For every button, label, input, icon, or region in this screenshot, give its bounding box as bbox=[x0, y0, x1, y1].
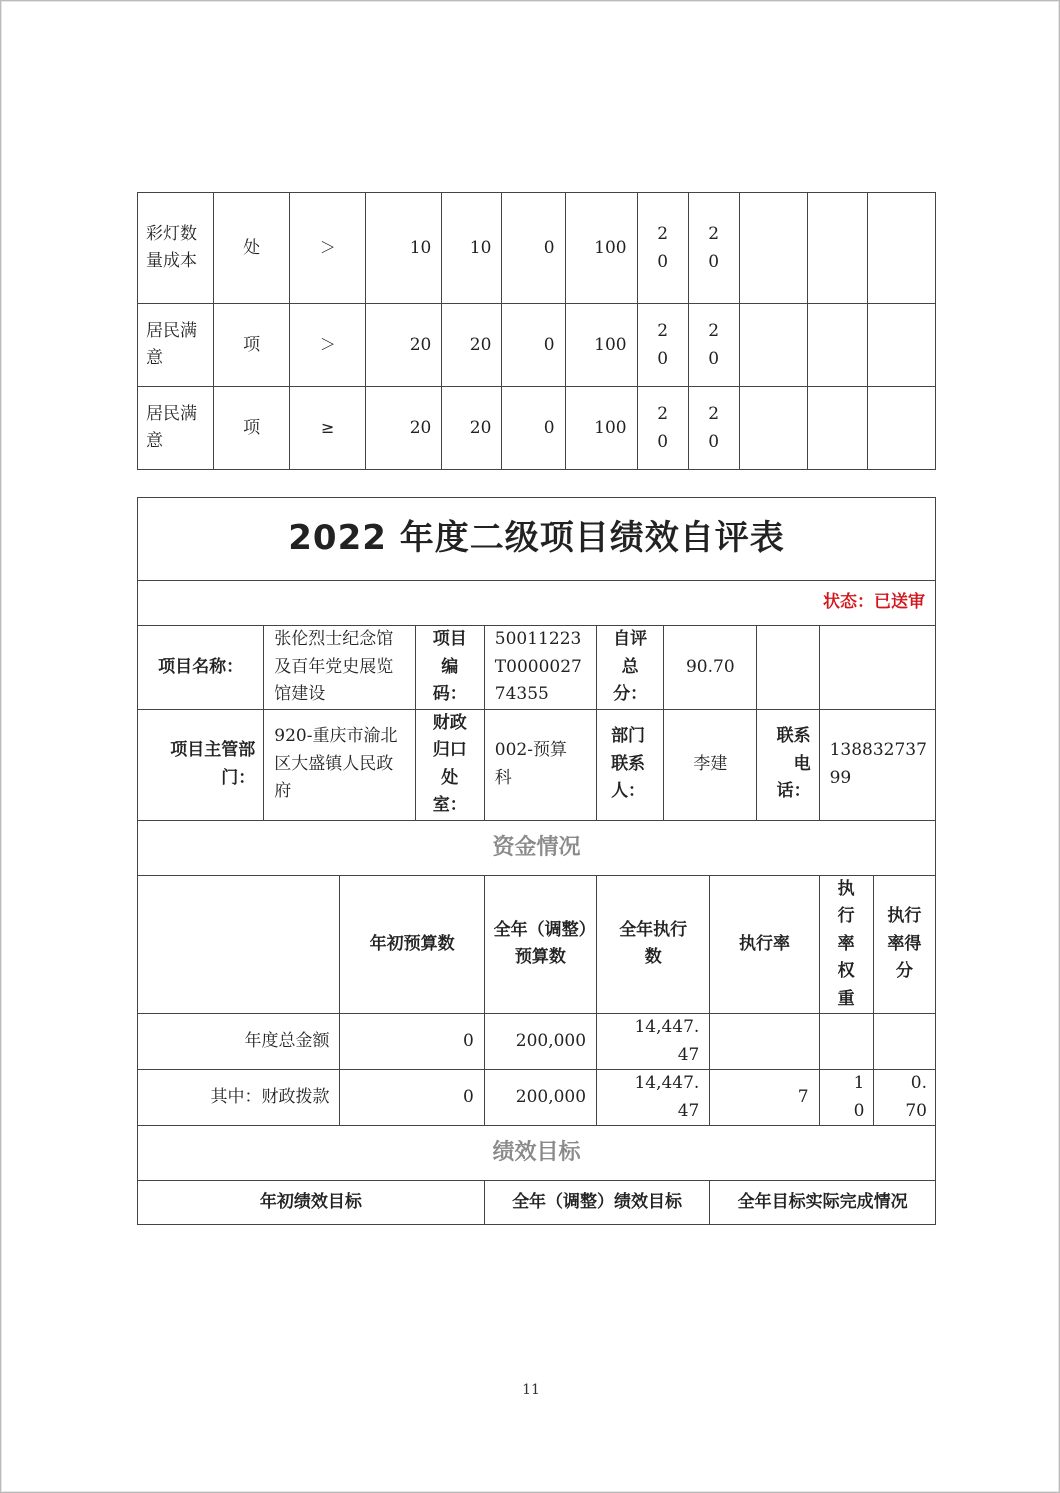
adjusted-budget-value: 200,000 bbox=[484, 1070, 596, 1126]
phone-label: 联系电话： bbox=[757, 709, 819, 820]
initial-budget-value: 0 bbox=[340, 1070, 484, 1126]
indicator-unit: 项 bbox=[214, 304, 290, 387]
executed-header: 全年执行数 bbox=[597, 875, 710, 1014]
rate-score-value bbox=[873, 1014, 935, 1070]
empty-cell bbox=[757, 626, 819, 710]
evaluation-form bbox=[137, 497, 936, 1225]
funds-section-row bbox=[138, 820, 936, 875]
indicator-name: 居民满意 bbox=[138, 304, 214, 387]
rate-score-header: 执行率得分 bbox=[873, 875, 935, 1014]
execution-rate-value bbox=[710, 1014, 819, 1070]
indicator-operator: ＞ bbox=[290, 304, 366, 387]
finance-office-label: 财政归口处室： bbox=[415, 709, 484, 820]
goals-header-row bbox=[138, 1181, 936, 1225]
finance-office-value: 002-预算科 bbox=[484, 709, 596, 820]
funds-section-title: 资金情况 bbox=[138, 820, 936, 875]
rate-score-value: 0.70 bbox=[873, 1070, 935, 1126]
empty-cell bbox=[867, 387, 935, 470]
project-name-value: 张伦烈士纪念馆及百年党史展览馆建设 bbox=[264, 626, 415, 710]
status-badge: 状态：已送审 bbox=[138, 581, 936, 626]
indicator-unit: 项 bbox=[214, 387, 290, 470]
indicator-value: 20 bbox=[366, 304, 442, 387]
empty-cell bbox=[739, 304, 807, 387]
indicator-name: 居民满意 bbox=[138, 387, 214, 470]
project-name-label: 项目名称： bbox=[138, 626, 264, 710]
indicator-score: 20 bbox=[688, 304, 739, 387]
table-row bbox=[138, 1014, 936, 1070]
indicator-table bbox=[137, 192, 936, 470]
indicator-value: 100 bbox=[565, 387, 637, 470]
indicator-value: 20 bbox=[442, 304, 502, 387]
indicator-value: 20 bbox=[366, 387, 442, 470]
empty-cell bbox=[819, 626, 935, 710]
rate-weight-value: 10 bbox=[819, 1070, 873, 1126]
empty-cell bbox=[807, 387, 867, 470]
executed-value: 14,447.47 bbox=[597, 1014, 710, 1070]
indicator-value: 0 bbox=[502, 387, 565, 470]
rate-weight-header: 执行率权重 bbox=[819, 875, 873, 1014]
empty-cell bbox=[807, 304, 867, 387]
indicator-unit: 处 bbox=[214, 193, 290, 304]
table-row bbox=[138, 387, 936, 470]
empty-cell bbox=[867, 304, 935, 387]
project-info-row bbox=[138, 626, 936, 710]
adjusted-goals-header: 全年（调整）绩效目标 bbox=[484, 1181, 710, 1225]
indicator-operator: ≥ bbox=[290, 387, 366, 470]
indicator-value: 20 bbox=[442, 387, 502, 470]
table-row bbox=[138, 1070, 936, 1126]
executed-value: 14,447.47 bbox=[597, 1070, 710, 1126]
department-value: 920-重庆市渝北区大盛镇人民政府 bbox=[264, 709, 415, 820]
empty-cell bbox=[739, 193, 807, 304]
execution-rate-value: 7 bbox=[710, 1070, 819, 1126]
goals-section-title: 绩效目标 bbox=[138, 1126, 936, 1181]
indicator-value: 0 bbox=[502, 304, 565, 387]
goals-section-row bbox=[138, 1126, 936, 1181]
indicator-score: 20 bbox=[688, 193, 739, 304]
status-row bbox=[138, 581, 936, 626]
indicator-value: 100 bbox=[565, 193, 637, 304]
empty-cell bbox=[807, 193, 867, 304]
department-info-row bbox=[138, 709, 936, 820]
table-row bbox=[138, 304, 936, 387]
page-number: 11 bbox=[522, 1382, 540, 1398]
empty-cell bbox=[138, 875, 340, 1014]
indicator-value: 0 bbox=[502, 193, 565, 304]
contact-value: 李建 bbox=[664, 709, 757, 820]
rate-weight-value bbox=[819, 1014, 873, 1070]
indicator-operator: ＞ bbox=[290, 193, 366, 304]
page-title: 2022 年度二级项目绩效自评表 bbox=[138, 498, 936, 581]
indicator-weight: 20 bbox=[637, 304, 688, 387]
indicator-value: 10 bbox=[366, 193, 442, 304]
adjusted-budget-header: 全年（调整）预算数 bbox=[484, 875, 596, 1014]
actual-completion-header: 全年目标实际完成情况 bbox=[710, 1181, 936, 1225]
project-code-value: 50011223T000002774355 bbox=[484, 626, 596, 710]
phone-value: 13883273799 bbox=[819, 709, 935, 820]
empty-cell bbox=[739, 387, 807, 470]
indicator-value: 10 bbox=[442, 193, 502, 304]
funds-header-row bbox=[138, 875, 936, 1014]
score-label: 自评总分： bbox=[597, 626, 664, 710]
table-row bbox=[138, 193, 936, 304]
initial-goals-header: 年初绩效目标 bbox=[138, 1181, 485, 1225]
empty-cell bbox=[867, 193, 935, 304]
title-row bbox=[138, 498, 936, 581]
initial-budget-header: 年初预算数 bbox=[340, 875, 484, 1014]
adjusted-budget-value: 200,000 bbox=[484, 1014, 596, 1070]
initial-budget-value: 0 bbox=[340, 1014, 484, 1070]
indicator-name: 彩灯数量成本 bbox=[138, 193, 214, 304]
indicator-weight: 20 bbox=[637, 387, 688, 470]
project-code-label: 项目编码： bbox=[415, 626, 484, 710]
funds-row-label: 年度总金额 bbox=[138, 1014, 340, 1070]
contact-label: 部门联系人： bbox=[597, 709, 664, 820]
score-value: 90.70 bbox=[664, 626, 757, 710]
funds-row-label: 其中：财政拨款 bbox=[138, 1070, 340, 1126]
execution-rate-header: 执行率 bbox=[710, 875, 819, 1014]
indicator-weight: 20 bbox=[637, 193, 688, 304]
department-label: 项目主管部门： bbox=[138, 709, 264, 820]
indicator-score: 20 bbox=[688, 387, 739, 470]
indicator-value: 100 bbox=[565, 304, 637, 387]
